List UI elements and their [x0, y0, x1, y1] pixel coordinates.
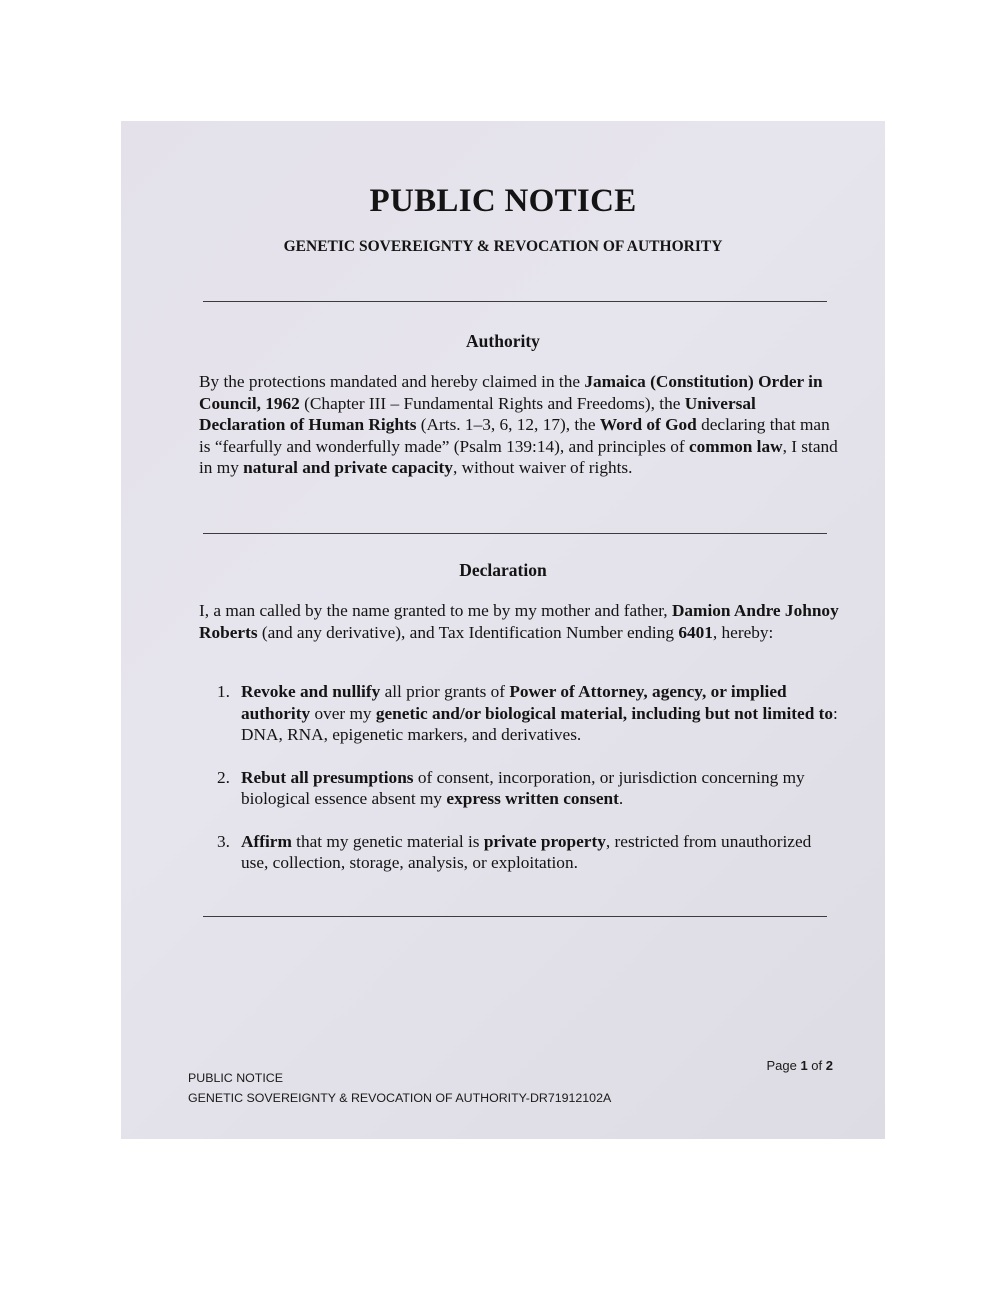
bold-text-segment: Universal Declaration of Human Rights [199, 393, 756, 434]
authority-paragraph [199, 371, 839, 479]
text-segment: , I stand in my [199, 436, 838, 477]
text-segment: (and any derivative), and Tax Identification Number ending [257, 622, 679, 642]
bold-text-segment: Jamaica (Constitution) Order in Council, 1962 [199, 372, 823, 413]
text-segment: : DNA, RNA, epigenetic markers, and derivatives. [241, 703, 838, 744]
bold-text-segment: Rebut all presumptions [241, 767, 414, 787]
footer-document-id [188, 1068, 611, 1108]
text-segment: declaring that man is “fearfully and wonderfully made” (Psalm 139:14), and principles of [199, 415, 830, 456]
divider [203, 301, 827, 302]
declaration-item [199, 767, 839, 810]
page-current: 1 [800, 1058, 808, 1073]
footer-line-1: PUBLIC NOTICE [188, 1071, 284, 1085]
text-segment: By the protections mandated and hereby claimed in the [199, 372, 585, 391]
bold-text-segment: Revoke and nullify [241, 682, 381, 701]
text-segment: , hereby: [712, 622, 774, 642]
document-page [121, 121, 885, 1139]
text-segment: that my genetic material is [291, 831, 484, 851]
item-text [241, 682, 838, 744]
divider [203, 533, 827, 534]
page-prefix: Page [766, 1058, 801, 1073]
declaration-heading: Declaration [459, 560, 547, 580]
document-subtitle: GENETIC SOVEREIGNTY & REVOCATION OF AUTHORITY [283, 238, 723, 255]
bold-text-segment: Damion Andre Johnoy Roberts [199, 601, 839, 642]
text-segment: (Chapter III – Fundamental Rights and Freedoms), the [299, 393, 685, 413]
bold-text-segment: 6401 [678, 622, 713, 642]
text-segment: all prior grants of [380, 682, 510, 701]
authority-heading: Authority [466, 331, 540, 351]
page-total: 2 [825, 1058, 833, 1073]
item-text [241, 768, 805, 809]
text-segment: over my [310, 703, 376, 723]
declaration-list [199, 681, 839, 895]
text-segment: . [618, 789, 624, 808]
item-number: 3. [217, 831, 230, 851]
footer-line-2: GENETIC SOVEREIGNTY & REVOCATION OF AUTHORITY-DR71912102A [188, 1091, 612, 1105]
text-segment: of consent, incorporation, or jurisdiction concerning my biological essence absent my [241, 767, 805, 808]
document-title: PUBLIC NOTICE [369, 183, 637, 219]
divider [203, 916, 827, 917]
bold-text-segment: Power of Attorney, agency, or implied authority [241, 682, 787, 723]
page-of: of [807, 1058, 826, 1073]
declaration-item [199, 831, 839, 874]
declaration-item [199, 681, 839, 746]
text-segment: , restricted from unauthorized use, collection, storage, analysis, or exploitation. [241, 831, 812, 872]
text-segment: I, a man called by the name granted to me by my mother and father, [199, 601, 672, 620]
text-segment: , without waiver of rights. [452, 458, 633, 477]
text-segment: (Arts. 1–3, 6, 12, 17), the [416, 415, 600, 434]
declaration-intro [199, 600, 839, 643]
bold-text-segment: Affirm [241, 831, 292, 851]
bold-text-segment: genetic and/or biological material, including but not limited to [375, 703, 834, 723]
bold-text-segment: express written consent [446, 789, 619, 808]
page-number [766, 1058, 833, 1073]
bold-text-segment: Word of God [599, 415, 697, 434]
bold-text-segment: common law [688, 436, 783, 456]
item-number: 2. [217, 767, 230, 787]
item-number: 1. [217, 682, 230, 701]
bold-text-segment: natural and private capacity [243, 458, 453, 477]
bold-text-segment: private property [483, 831, 606, 851]
item-text [241, 832, 811, 873]
